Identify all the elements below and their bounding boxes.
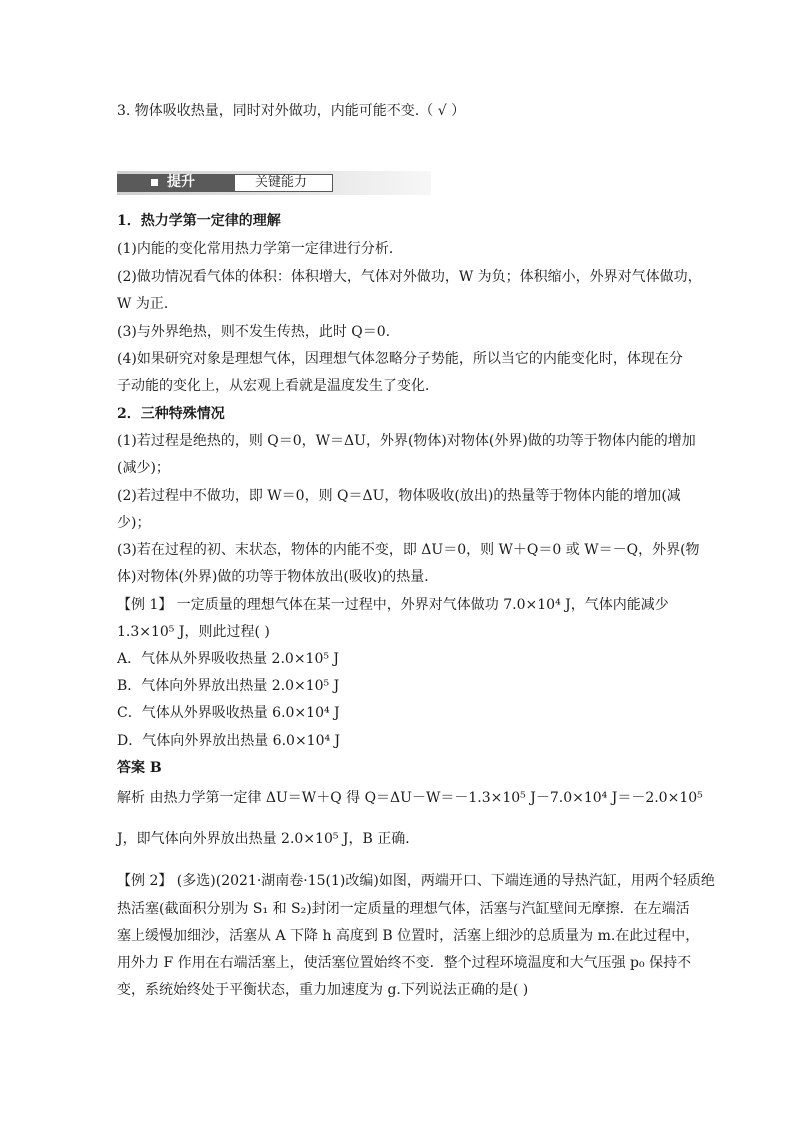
paragraph-1-1: (1)内能的变化常用热力学第一定律进行分析． — [117, 241, 403, 257]
example-1-option-d: D．气体向外界放出热量 6.0×10⁴ J — [117, 733, 341, 749]
example-2-line-2: 热活塞(截面积分别为 S₁ 和 S₂)封闭一定质量的理想气体，活塞与汽缸壁间无摩擦．在左端活 — [117, 901, 690, 917]
banner-title: 提升 — [167, 174, 195, 190]
paragraph-2-3a: (3)若在过程的初、末状态，物体的内能不变，即 ΔU＝0，则 W＋Q＝0 或 W＝－Q，外界(物 — [117, 542, 700, 558]
statement-3: 3. 物体吸收热量，同时对外做功，内能可能不变.（ √ ） — [117, 103, 466, 119]
paragraph-1-2a: (2)做功情况看气体的体积：体积增大，气体对外做功，W 为负；体积缩小，外界对气体做功， — [117, 269, 702, 285]
paragraph-2-1a: (1)若过程是绝热的，则 Q＝0，W＝ΔU，外界(物体)对物体(外界)做的功等于物体内能的增加 — [117, 433, 696, 449]
paragraph-2-3b: 体)对物体(外界)做的功等于物体放出(吸收)的热量． — [117, 569, 439, 585]
example-2-line-5: 变，系统始终处于平衡状态，重力加速度为 g.下列说法正确的是( ) — [117, 982, 529, 998]
example-1-analysis-a: 解析 由热力学第一定律 ΔU＝W＋Q 得 Q＝ΔU－W＝－1.3×10⁵ J－7.0×10⁴ J＝－2.0×10⁵ — [117, 790, 703, 806]
paragraph-1-2b: W 为正． — [117, 296, 178, 312]
banner-subtitle: 关键能力 — [255, 175, 308, 190]
example-1-question-b: 1.3×10⁵ J，则此过程( ) — [117, 624, 270, 640]
example-2-line-1: 【例 2】 (多选)(2021·湖南卷·15(1)改编)如图，两端开口、下端连通的导热汽缸，用两个轻质绝 — [117, 873, 715, 889]
paragraph-1-3: (3)与外界绝热，则不发生传热，此时 Q＝0. — [117, 324, 391, 340]
example-1-answer: 答案 B — [117, 760, 162, 776]
paragraph-1-4a: (4)如果研究对象是理想气体，因理想气体忽略分子势能，所以当它的内能变化时，体现在分 — [117, 351, 683, 367]
example-1-option-a: A．气体从外界吸收热量 2.0×10⁵ J — [117, 651, 340, 667]
example-1-option-b: B．气体向外界放出热量 2.0×10⁵ J — [117, 678, 340, 694]
banner-square-icon — [151, 179, 158, 186]
example-1-question-a: 【例 1】 一定质量的理想气体在某一过程中，外界对气体做功 7.0×10⁴ J，气体内能减少 — [117, 597, 669, 613]
paragraph-2-2a: (2)若过程中不做功，即 W＝0，则 Q＝ΔU，物体吸收(放出)的热量等于物体内能的增加(减 — [117, 488, 681, 504]
example-1-option-c: C．气体从外界吸收热量 6.0×10⁴ J — [117, 705, 340, 721]
paragraph-2-2b: 少)； — [117, 515, 151, 531]
heading-2: 2．三种特殊情况 — [117, 406, 225, 422]
example-2-line-3: 塞上缓慢加细沙，活塞从 A 下降 h 高度到 B 位置时，活塞上细沙的总质量为 m.在此过程中， — [117, 928, 700, 944]
example-2-line-4: 用外力 F 作用在右端活塞上，使活塞位置始终不变．整个过程环境温度和大气压强 p₀ 保持不 — [117, 955, 692, 971]
paragraph-1-4b: 子动能的变化上，从宏观上看就是温度发生了变化． — [117, 378, 439, 394]
section-banner — [117, 171, 431, 195]
paragraph-2-1b: (减少)； — [117, 460, 170, 476]
example-1-analysis-b: J，即气体向外界放出热量 2.0×10⁵ J，B 正确． — [117, 831, 420, 847]
heading-1: 1．热力学第一定律的理解 — [117, 213, 281, 229]
